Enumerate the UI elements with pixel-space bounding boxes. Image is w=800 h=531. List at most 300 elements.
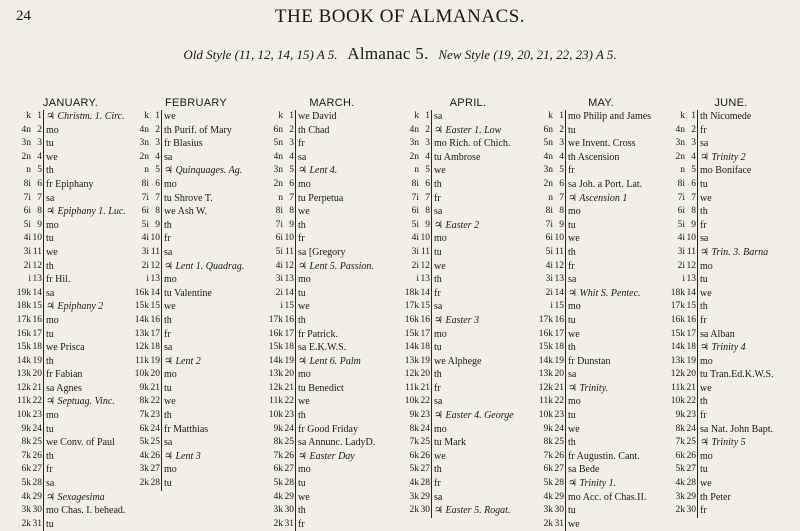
dominical-letter: 19k xyxy=(16,287,31,298)
calendar-row xyxy=(402,463,534,477)
day-entry: sa xyxy=(434,301,443,313)
day-entry: we Prisca xyxy=(46,342,85,354)
day-number: 5 xyxy=(32,164,44,178)
day-number: 17 xyxy=(420,328,432,342)
calendar-row xyxy=(668,423,794,437)
dominical-letter: 18k xyxy=(16,301,31,312)
day-number: 8 xyxy=(554,205,566,219)
calendar-row xyxy=(668,355,794,369)
dominical-letter: 5k xyxy=(675,464,685,475)
calendar-rows xyxy=(132,110,260,491)
day-number: 19 xyxy=(686,355,698,369)
dominical-letter: 4n xyxy=(273,151,283,162)
day-entry: mo xyxy=(164,369,177,381)
day-number: 23 xyxy=(150,409,162,423)
day-entry: we xyxy=(46,151,58,163)
month-name: APRIL. xyxy=(449,97,487,109)
day-entry: ♃ Septuag. Vinc. xyxy=(46,396,115,408)
day-number: 21 xyxy=(150,382,162,396)
calendar-row xyxy=(266,287,398,301)
dominical-letter: 6n xyxy=(543,124,553,135)
day-number: 27 xyxy=(686,463,698,477)
day-number: 5 xyxy=(420,164,432,178)
day-entry: mo xyxy=(298,369,311,381)
dominical-letter: 6i xyxy=(23,206,31,217)
calendar-row xyxy=(536,178,666,192)
dominical-letter: n xyxy=(26,165,31,176)
dominical-letter: 2n xyxy=(543,178,553,189)
day-entry: we Alphege xyxy=(434,355,482,367)
day-entry: mo xyxy=(164,178,177,190)
dominical-letter: 12k xyxy=(16,382,31,393)
day-entry: we xyxy=(700,192,712,204)
day-entry: we xyxy=(46,246,58,258)
day-entry: ♃ Lent 6. Palm xyxy=(298,355,361,367)
calendar-row xyxy=(668,178,794,192)
calendar-row xyxy=(668,477,794,491)
calendar-row xyxy=(668,328,794,342)
dominical-letter: 4i xyxy=(677,233,685,244)
month-column-may xyxy=(536,96,666,531)
day-number: 16 xyxy=(284,314,296,328)
calendar-row xyxy=(14,491,127,505)
day-number: 20 xyxy=(554,368,566,382)
calendar-row xyxy=(536,504,666,518)
day-number: 31 xyxy=(32,518,44,531)
dominical-letter: 10k xyxy=(538,410,553,421)
day-number: 10 xyxy=(150,232,162,246)
calendar-row xyxy=(668,300,794,314)
day-entry: th xyxy=(434,369,442,381)
day-entry: tu xyxy=(164,478,172,490)
day-number: 5 xyxy=(686,164,698,178)
calendar-row xyxy=(668,164,794,178)
day-number: 12 xyxy=(420,260,432,274)
day-number: 9 xyxy=(32,219,44,233)
dominical-letter: 18k xyxy=(670,287,685,298)
calendar-row xyxy=(14,205,127,219)
day-entry: we xyxy=(298,491,310,503)
day-entry: tu Ambrose xyxy=(434,151,481,163)
day-entry: fr xyxy=(700,219,707,231)
calendar-row xyxy=(266,164,398,178)
day-entry: tu xyxy=(700,464,708,476)
dominical-letter: 4n xyxy=(675,124,685,135)
calendar-row xyxy=(668,504,794,518)
day-entry: fr Patrick. xyxy=(298,328,338,340)
dominical-letter: 5i xyxy=(677,219,685,230)
day-number: 12 xyxy=(32,260,44,274)
calendar-row xyxy=(402,382,534,396)
dominical-letter: 4n xyxy=(139,124,149,135)
day-entry: tu Perpetua xyxy=(298,192,344,204)
day-number: 1 xyxy=(420,110,432,124)
day-entry: ♃ Easter Day xyxy=(298,450,355,462)
calendar-row xyxy=(132,110,260,124)
calendar-row xyxy=(266,260,398,274)
day-number: 8 xyxy=(32,205,44,219)
day-number: 3 xyxy=(686,137,698,151)
day-entry: mo Boniface xyxy=(700,165,752,177)
dominical-letter: 17k xyxy=(404,301,419,312)
dominical-letter: 2i xyxy=(23,260,31,271)
dominical-letter: 3k xyxy=(543,505,553,516)
day-entry: tu Tran.Ed.K.W.S. xyxy=(700,369,774,381)
calendar-row xyxy=(668,124,794,138)
dominical-letter: 6i xyxy=(677,206,685,217)
dominical-letter: 17k xyxy=(538,314,553,325)
dominical-letter: 8i xyxy=(23,178,31,189)
calendar-row xyxy=(132,328,260,342)
month-column-february xyxy=(132,96,260,491)
calendar-row xyxy=(14,260,127,274)
day-entry: tu xyxy=(298,478,306,490)
day-number: 9 xyxy=(420,219,432,233)
day-number: 21 xyxy=(284,382,296,396)
day-number: 18 xyxy=(554,341,566,355)
day-number: 15 xyxy=(686,300,698,314)
calendar-row xyxy=(402,110,534,124)
calendar-row xyxy=(266,382,398,396)
day-entry: fr xyxy=(164,328,171,340)
dominical-letter: 14k xyxy=(268,355,283,366)
day-number: 3 xyxy=(32,137,44,151)
calendar-row xyxy=(132,409,260,423)
dominical-letter: 2k xyxy=(139,478,149,489)
day-number: 22 xyxy=(686,395,698,409)
day-number: 17 xyxy=(686,328,698,342)
day-entry: sa Joh. a Port. Lat. xyxy=(568,178,643,190)
day-entry: th xyxy=(434,178,442,190)
day-number: 24 xyxy=(554,423,566,437)
day-entry: ♃ Easter 5. Rogat. xyxy=(434,505,511,517)
calendar-row xyxy=(14,137,127,151)
day-entry: fr xyxy=(434,287,441,299)
day-number: 30 xyxy=(686,504,698,518)
day-entry: mo xyxy=(298,464,311,476)
dominical-letter: 5i xyxy=(275,246,283,257)
day-number: 9 xyxy=(686,219,698,233)
calendar-row xyxy=(14,409,127,423)
day-number: 9 xyxy=(150,219,162,233)
day-number: 1 xyxy=(32,110,44,124)
day-entry: th Ascension xyxy=(568,151,620,163)
day-number: 19 xyxy=(554,355,566,369)
day-number: 18 xyxy=(420,341,432,355)
calendar-row xyxy=(668,450,794,464)
day-number: 14 xyxy=(150,287,162,301)
dominical-letter: 3k xyxy=(21,505,31,516)
dominical-letter: 15k xyxy=(404,328,419,339)
day-number: 12 xyxy=(150,260,162,274)
day-entry: ♃ Trinity 4 xyxy=(700,342,746,354)
calendar-row xyxy=(14,246,127,260)
day-number: 21 xyxy=(32,382,44,396)
day-number: 24 xyxy=(284,423,296,437)
calendar-row xyxy=(402,232,534,246)
day-number: 9 xyxy=(554,219,566,233)
calendar-row xyxy=(536,137,666,151)
calendar-row xyxy=(536,110,666,124)
dominical-letter: 8k xyxy=(273,437,283,448)
dominical-letter: 8i xyxy=(677,178,685,189)
dominical-letter: 15k xyxy=(134,301,149,312)
dominical-letter: 2n xyxy=(273,178,283,189)
day-entry: sa [Gregory xyxy=(298,246,346,258)
calendar-row xyxy=(266,368,398,382)
day-number: 16 xyxy=(420,314,432,328)
calendar-row xyxy=(536,491,666,505)
calendar-row xyxy=(266,205,398,219)
dominical-letter: k xyxy=(26,111,31,121)
calendar-row xyxy=(132,287,260,301)
day-number: 25 xyxy=(554,436,566,450)
day-entry: we xyxy=(164,396,176,408)
day-number: 30 xyxy=(284,504,296,518)
day-number: 10 xyxy=(686,232,698,246)
day-number: 25 xyxy=(420,436,432,450)
calendar-row xyxy=(266,491,398,505)
day-entry: fr xyxy=(434,478,441,490)
calendar-row xyxy=(266,436,398,450)
day-entry: mo xyxy=(700,260,713,272)
day-entry: tu xyxy=(46,328,54,340)
day-number: 25 xyxy=(686,436,698,450)
day-entry: we xyxy=(700,478,712,490)
dominical-letter: 7k xyxy=(675,437,685,448)
calendar-row xyxy=(132,219,260,233)
dominical-letter: k xyxy=(680,111,685,121)
day-entry: sa xyxy=(700,233,709,245)
month-name: FEBRUARY xyxy=(164,97,228,109)
dominical-letter: 5i xyxy=(141,219,149,230)
calendar-row xyxy=(14,368,127,382)
calendar-row xyxy=(132,232,260,246)
dominical-letter: 8k xyxy=(543,437,553,448)
day-entry: th Nicomede xyxy=(700,111,752,122)
dominical-letter: 3i xyxy=(545,274,553,285)
dominical-letter: 14k xyxy=(16,355,31,366)
calendar-row xyxy=(14,164,127,178)
day-entry: tu xyxy=(568,219,576,231)
dominical-letter: k xyxy=(548,111,553,121)
calendar-row xyxy=(402,164,534,178)
calendar-row xyxy=(14,110,127,124)
month-column-march xyxy=(266,96,398,531)
day-number: 11 xyxy=(150,246,162,260)
dominical-letter: 5k xyxy=(273,478,283,489)
day-number: 2 xyxy=(284,124,296,138)
dominical-letter: 13k xyxy=(670,355,685,366)
day-number: 18 xyxy=(32,341,44,355)
calendar-row xyxy=(536,368,666,382)
day-entry: ♃ Ascension 1 xyxy=(568,192,628,204)
calendar-row xyxy=(266,409,398,423)
calendar-row xyxy=(402,137,534,151)
almanac-number: Almanac 5. xyxy=(347,44,429,63)
month-name: JUNE. xyxy=(714,97,748,109)
dominical-letter: 2k xyxy=(21,518,31,529)
day-entry: fr xyxy=(298,138,305,150)
day-entry: fr Fabian xyxy=(46,369,83,381)
calendar-row xyxy=(132,355,260,369)
day-entry: tu Valentine xyxy=(164,287,212,299)
day-number: 19 xyxy=(420,355,432,369)
calendar-row xyxy=(536,518,666,531)
day-entry: fr Hil. xyxy=(46,274,71,286)
dominical-letter: 15k xyxy=(16,342,31,353)
calendar-row xyxy=(14,436,127,450)
dominical-letter: 16k xyxy=(16,328,31,339)
calendar-row xyxy=(132,450,260,464)
calendar-rows xyxy=(668,110,794,518)
dominical-letter: 14k xyxy=(404,342,419,353)
calendar-row xyxy=(402,328,534,342)
calendar-row xyxy=(668,273,794,287)
day-number: 25 xyxy=(284,436,296,450)
dominical-letter: 5n xyxy=(273,138,283,149)
calendar-row xyxy=(266,477,398,491)
day-number: 21 xyxy=(420,382,432,396)
dominical-letter: 16k xyxy=(670,314,685,325)
calendar-row xyxy=(14,232,127,246)
dominical-letter: 16k xyxy=(404,314,419,325)
day-number: 24 xyxy=(32,423,44,437)
calendar-row xyxy=(402,368,534,382)
day-entry: fr Augustin. Cant. xyxy=(568,450,640,462)
dominical-letter: n xyxy=(278,192,283,203)
day-number: 27 xyxy=(284,463,296,477)
calendar-row xyxy=(14,477,127,491)
day-number: 6 xyxy=(554,178,566,192)
day-number: 7 xyxy=(554,192,566,206)
day-number: 28 xyxy=(32,477,44,491)
day-number: 23 xyxy=(686,409,698,423)
day-number: 19 xyxy=(150,355,162,369)
day-entry: fr xyxy=(700,505,707,517)
calendar-row xyxy=(14,151,127,165)
day-entry: sa xyxy=(164,342,173,354)
calendar-row xyxy=(668,232,794,246)
day-entry: mo xyxy=(298,178,311,190)
day-entry: fr xyxy=(568,165,575,177)
day-entry: fr Blasius xyxy=(164,138,203,150)
calendar-row xyxy=(402,287,534,301)
dominical-letter: 3k xyxy=(409,491,419,502)
dominical-letter: 12k xyxy=(538,382,553,393)
day-entry: mo Chas. I. behead. xyxy=(46,505,126,517)
calendar-row xyxy=(668,395,794,409)
day-entry: tu xyxy=(700,178,708,190)
dominical-letter: 8k xyxy=(409,423,419,434)
calendar-row xyxy=(536,246,666,260)
day-number: 20 xyxy=(284,368,296,382)
day-number: 16 xyxy=(150,314,162,328)
calendar-row xyxy=(536,219,666,233)
calendar-row xyxy=(402,450,534,464)
dominical-letter: 2n xyxy=(675,151,685,162)
day-number: 25 xyxy=(150,436,162,450)
day-number: 4 xyxy=(554,151,566,165)
calendar-row xyxy=(668,246,794,260)
day-number: 16 xyxy=(554,314,566,328)
calendar-row xyxy=(402,341,534,355)
day-number: 13 xyxy=(686,273,698,287)
dominical-letter: 7i xyxy=(23,192,31,203)
calendar-row xyxy=(668,151,794,165)
day-number: 1 xyxy=(554,110,566,124)
day-number: 4 xyxy=(32,151,44,165)
calendar-row xyxy=(536,300,666,314)
dominical-letter: 4n xyxy=(21,124,31,135)
dominical-letter: 2n xyxy=(139,151,149,162)
day-entry: sa Annunc. LadyD. xyxy=(298,437,376,449)
calendar-row xyxy=(14,300,127,314)
day-number: 6 xyxy=(420,178,432,192)
dominical-letter: 11k xyxy=(17,396,31,407)
dominical-letter: 8k xyxy=(139,396,149,407)
dominical-letter: 9k xyxy=(139,382,149,393)
month-name: JANUARY. xyxy=(42,97,99,109)
dominical-letter: 5k xyxy=(21,478,31,489)
calendar-row xyxy=(536,192,666,206)
day-number: 22 xyxy=(284,395,296,409)
day-number: 23 xyxy=(284,409,296,423)
day-number: 28 xyxy=(554,477,566,491)
dominical-letter: 7i xyxy=(275,219,283,230)
day-number: 26 xyxy=(554,450,566,464)
day-number: 12 xyxy=(284,260,296,274)
dominical-letter: 10k xyxy=(268,410,283,421)
day-number: 4 xyxy=(284,151,296,165)
calendar-row xyxy=(266,328,398,342)
day-entry: ♃ Easter 2 xyxy=(434,219,480,231)
day-number: 6 xyxy=(284,178,296,192)
day-entry: we xyxy=(298,396,310,408)
calendar-row xyxy=(266,178,398,192)
day-number: 5 xyxy=(284,164,296,178)
day-number: 4 xyxy=(686,151,698,165)
calendar-row xyxy=(402,423,534,437)
day-entry: ♃ Lent 5. Passion. xyxy=(298,260,374,272)
calendar-row xyxy=(132,300,260,314)
day-entry: we xyxy=(434,260,446,272)
day-number: 25 xyxy=(32,436,44,450)
day-number: 15 xyxy=(32,300,44,314)
calendar-row xyxy=(536,450,666,464)
day-number: 29 xyxy=(32,491,44,505)
calendar-row xyxy=(266,273,398,287)
day-entry: mo xyxy=(700,450,713,462)
calendar-row xyxy=(668,341,794,355)
day-number: 5 xyxy=(150,164,162,178)
day-entry: sa xyxy=(46,192,55,204)
day-number: 10 xyxy=(32,232,44,246)
dominical-letter: n xyxy=(144,165,149,176)
day-entry: ♃ Epiphany 2 xyxy=(46,301,104,313)
calendar-row xyxy=(14,355,127,369)
dominical-letter: i xyxy=(146,274,149,285)
day-entry: th xyxy=(46,355,54,367)
day-number: 15 xyxy=(554,300,566,314)
calendar-row xyxy=(132,463,260,477)
day-entry: th xyxy=(298,314,306,326)
month-column-june xyxy=(668,96,794,518)
day-entry: ♃ Trin. 3. Barna xyxy=(700,246,769,258)
day-entry: mo xyxy=(700,355,713,367)
almanac-subtitle xyxy=(0,44,800,64)
dominical-letter: 9k xyxy=(273,423,283,434)
